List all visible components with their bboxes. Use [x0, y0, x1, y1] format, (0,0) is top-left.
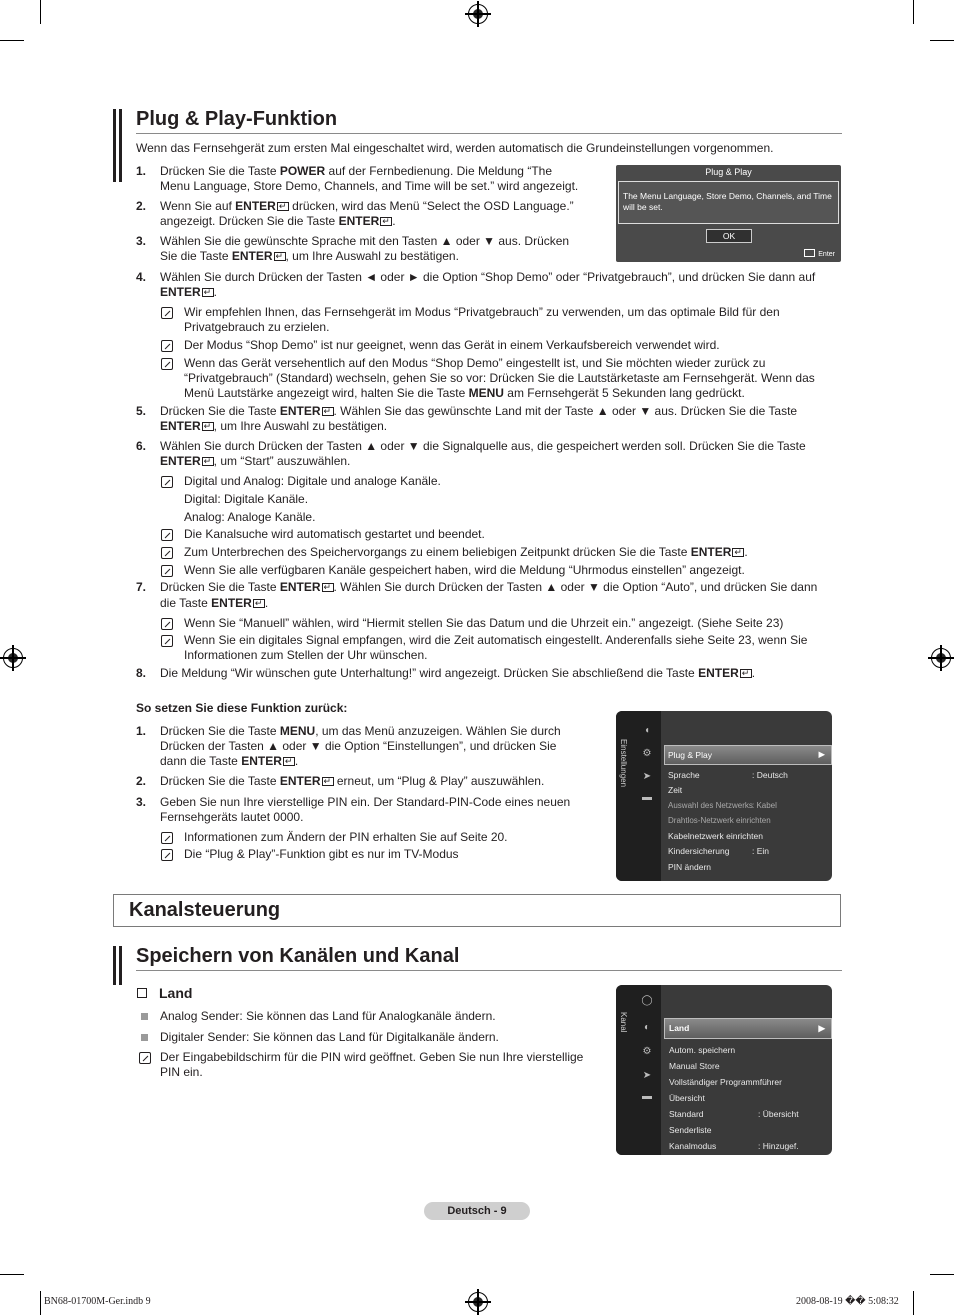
note-icon — [161, 358, 173, 370]
heading-bar-extension — [113, 134, 116, 182]
note-text: Wenn Sie ein digitales Signal empfangen, wird die Zeit automatisch eingestellt. Anderenfalls siehe Seite 23, wenn Sie — [184, 633, 808, 647]
step-text: ENTER↵ . — [160, 285, 217, 300]
note-icon — [161, 635, 173, 647]
menu-item[interactable]: Vollständiger Programmführer — [669, 1077, 782, 1087]
step-number: 1. — [136, 724, 147, 738]
picture-icon: ◖ — [643, 725, 651, 736]
enter-icon — [277, 202, 289, 211]
menu-item[interactable]: Autom. speichern — [669, 1045, 736, 1055]
step-number: 2. — [136, 774, 147, 788]
enter-icon — [322, 777, 334, 786]
picture-icon: ◯ — [641, 995, 653, 1006]
menu-sidebar — [616, 711, 661, 881]
section-title: Speichern von Kanälen und Kanal — [136, 945, 460, 967]
note-text: Der Modus “Shop Demo” ist nur geeignet, wenn das Gerät in einem Verkaufsbereich verwendet wird. — [184, 338, 720, 352]
channel-icon: ◐ — [643, 1022, 651, 1033]
menu-item[interactable]: Sprache — [668, 770, 700, 780]
menu-item[interactable]: Übersicht — [669, 1093, 705, 1103]
step-text: die Taste ENTER↵ . — [160, 596, 268, 611]
note-icon — [161, 565, 173, 577]
step-text: Drücken der Tasten ▲ oder ▼ die Option “Einstellungen”, und drücken Sie — [160, 739, 557, 753]
plug-and-play-dialog — [616, 165, 841, 262]
crop-mark — [913, 1291, 914, 1315]
crop-mark — [930, 1274, 954, 1275]
registration-mark-icon — [3, 648, 23, 668]
checkbox-icon — [137, 988, 147, 998]
enter-icon — [380, 217, 392, 226]
menu-item-value: : Kabel — [752, 801, 777, 810]
step-number: 3. — [136, 234, 147, 248]
note-icon — [161, 307, 173, 319]
step-text: Wählen Sie die gewünschte Sprache mit den Tasten ▲ oder ▼ aus. Drücken — [160, 234, 570, 248]
menu-item-value: : Ein — [752, 846, 770, 856]
arrow-right-icon: ▶ — [818, 749, 825, 759]
crop-mark — [930, 40, 954, 41]
menu-item[interactable]: Zeit — [668, 785, 683, 795]
step-text: Fernsehgeräts lautet 0000. — [160, 810, 304, 824]
registration-mark-icon — [468, 4, 488, 24]
step-number: 8. — [136, 666, 147, 680]
input-icon: ➤ — [642, 1070, 652, 1081]
enter-icon — [804, 249, 815, 257]
step-text: Wählen Sie durch Drücken der Tasten ◄ oder ► die Option “Shop Demo” oder “Privatgebrauch”, und drücken Sie dann auf — [160, 270, 816, 284]
step-text: Drücken Sie die Taste ENTER↵ . Wählen Sie durch Drücken der Tasten ▲ oder ▼ die Option “Auto”, und drücken Sie dann — [160, 580, 817, 595]
menu-selected-item[interactable]: Land ▶ — [664, 1018, 832, 1039]
note-text: Digital und Analog: Digitale und analoge Kanäle. — [184, 474, 441, 488]
step-text: Sie die Taste ENTER↵ , um Ihre Auswahl zu bestätigen. — [160, 249, 459, 264]
application-icon: ▬ — [642, 792, 652, 803]
note-text: Digital: Digitale Kanäle. — [184, 492, 309, 506]
section-heading — [113, 946, 842, 971]
note-text: Wenn Sie “Manuell” wählen, wird “Hiermit stellen Sie das Datum und die Uhrzeit ein.” angezeigt. (Siehe Seite 23) — [184, 616, 784, 630]
menu-item[interactable]: Senderliste — [669, 1125, 712, 1135]
menu-tab-label: Kanal — [619, 1012, 628, 1033]
enter-icon — [253, 599, 265, 608]
menu-item[interactable]: PIN ändern — [668, 862, 711, 872]
note-icon — [161, 547, 173, 559]
dialog-message: The Menu Language, Store Demo, Channels, and Time will be set. — [623, 191, 832, 212]
enter-icon — [274, 252, 286, 261]
note-text: Die Kanalsuche wird automatisch gestartet und beendet. — [184, 527, 485, 541]
note-text: Zum Unterbrechen des Speichervorgangs zu einem beliebigen Zeitpunkt drücken Sie die Taste ENTER↵ . — [184, 545, 748, 560]
note-icon — [161, 476, 173, 488]
enter-icon — [202, 457, 214, 466]
enter-icon — [322, 407, 334, 416]
settings-menu-screenshot — [616, 711, 832, 881]
chapter-title: Kanalsteuerung — [129, 899, 281, 921]
menu-sidebar — [616, 985, 661, 1155]
step-text: Die Meldung “Wir wünschen gute Unterhaltung!” wird angezeigt. Drücken Sie abschließend die Taste ENTER↵ . — [160, 666, 755, 681]
enter-icon — [732, 548, 744, 557]
bullet-text: Analog Sender: Sie können das Land für Analogkanäle ändern. — [160, 1009, 496, 1023]
note-icon — [161, 832, 173, 844]
channel-menu-screenshot — [616, 985, 832, 1155]
step-text: ENTER↵ , um “Start” auszuwählen. — [160, 454, 350, 469]
dialog-enter-hint: Enter — [804, 249, 835, 258]
note-text: Wenn Sie alle verfügbaren Kanäle gespeichert haben, wird die Meldung “Uhrmodus einstellen” angezeigt. — [184, 563, 745, 577]
step-text: Drücken Sie die Taste ENTER↵ . Wählen Sie das gewünschte Land mit der Taste ▲ oder ▼ aus. Drücken Sie die Taste — [160, 404, 797, 419]
step-text: Menu Language, Store Demo, Channels, and Time will be set.” wird angezeigt. — [160, 179, 579, 193]
step-text: Wenn Sie auf ENTER↵ drücken, wird das Menü “Select the OSD Language.” — [160, 199, 574, 214]
step-text: ENTER↵ , um Ihre Auswahl zu bestätigen. — [160, 419, 387, 434]
step-text: Wählen Sie durch Drücken der Tasten ▲ oder ▼ die Signalquelle aus, die gespeichert werden soll. Drücken Sie die Taste — [160, 439, 806, 453]
print-date: 2008-08-19 �� 5:08:32 — [796, 1296, 899, 1307]
dialog-ok-button[interactable]: OK — [706, 229, 752, 243]
note-icon — [161, 340, 173, 352]
note-icon — [139, 1052, 151, 1064]
menu-item[interactable]: Kanalmodus — [669, 1141, 717, 1151]
step-text: Drücken Sie die Taste MENU, um das Menü anzuzeigen. Wählen Sie durch — [160, 724, 561, 738]
step-number: 7. — [136, 580, 147, 594]
step-text: Drücken Sie die Taste ENTER↵ erneut, um “Plug & Play” auszuwählen. — [160, 774, 544, 789]
crop-mark — [40, 1291, 41, 1315]
enter-icon — [202, 288, 214, 297]
arrow-right-icon: ▶ — [818, 1023, 825, 1033]
note-text: Privatgebrauch zu erzielen. — [184, 320, 330, 334]
enter-icon — [283, 757, 295, 766]
heading-bar-extension — [119, 971, 122, 985]
crop-mark — [40, 0, 41, 24]
heading-bar-extension — [119, 134, 122, 182]
heading-bar-extension — [113, 971, 116, 985]
note-icon — [161, 529, 173, 541]
enter-icon — [740, 669, 752, 678]
note-text: Informationen zum Stellen der Uhr wünschen. — [184, 648, 428, 662]
note-text: Informationen zum Ändern der PIN erhalten Sie auf Seite 20. — [184, 830, 508, 844]
note-icon — [161, 849, 173, 861]
step-number: 6. — [136, 439, 147, 453]
note-text: Menü Lautstärke angezeigt wird, halten Sie die Taste MENU am Fernsehgerät 5 Sekunden lang gedrückt. — [184, 386, 745, 400]
step-number: 2. — [136, 199, 147, 213]
menu-item[interactable]: Manual Store — [669, 1061, 720, 1071]
step-text: Geben Sie nun Ihre vierstellige PIN ein. Der Standard-PIN-Code eines neuen — [160, 795, 571, 809]
bullet-icon — [141, 1034, 148, 1041]
menu-item[interactable]: Kabelnetzwerk einrichten — [668, 831, 763, 841]
step-text: angezeigt. Drücken Sie die Taste ENTER↵ . — [160, 214, 396, 229]
menu-item-value: : Deutsch — [752, 770, 788, 780]
intro-text: Wenn das Fernsehgerät zum ersten Mal eingeschaltet wird, werden automatisch die Grundeinstellungen vorgenommen. — [136, 141, 774, 155]
section-heading — [113, 109, 842, 134]
step-text: Drücken Sie die Taste POWER auf der Fernbedienung. Die Meldung “The — [160, 164, 552, 178]
dialog-message-box — [618, 181, 839, 224]
land-heading: Land — [159, 985, 193, 1001]
step-text: dann die Taste ENTER↵ . — [160, 754, 298, 769]
page-number-badge: Deutsch - 9 — [424, 1202, 530, 1220]
chapter-heading — [113, 894, 841, 927]
step-number: 3. — [136, 795, 147, 809]
input-icon: ➤ — [642, 771, 652, 782]
menu-item[interactable]: Kindersicherung — [668, 846, 730, 856]
menu-item[interactable]: Drahtlos-Netzwerk einrichten — [668, 816, 771, 825]
menu-item-value: : Übersicht — [758, 1109, 799, 1119]
gear-icon: ⚙ — [642, 1046, 652, 1057]
note-text: PIN ein. — [160, 1065, 203, 1079]
reset-subtitle: So setzen Sie diese Funktion zurück: — [136, 701, 348, 715]
page-title: Plug & Play-Funktion — [136, 108, 338, 130]
menu-item-value: : Hinzugef. — [758, 1141, 799, 1151]
note-text: Analog: Analoge Kanäle. — [184, 510, 316, 524]
step-number: 5. — [136, 404, 147, 418]
registration-mark-icon — [931, 648, 951, 668]
registration-mark-icon — [468, 1292, 488, 1312]
menu-selected-item[interactable]: Plug & Play ▶ — [664, 745, 832, 765]
note-text: Die “Plug & Play”-Funktion gibt es nur im TV-Modus — [184, 847, 459, 861]
note-text: Wir empfehlen Ihnen, das Fernsehgerät im Modus “Privatgebrauch” zu verwenden, um das optimale Bild für den — [184, 305, 780, 319]
note-icon — [161, 618, 173, 630]
bullet-text: Digitaler Sender: Sie können das Land für Digitalkanäle ändern. — [160, 1030, 499, 1044]
file-info: BN68-01700M-Ger.indb 9 — [44, 1296, 151, 1307]
menu-item[interactable]: Auswahl des Netzwerks — [668, 801, 753, 810]
enter-icon — [202, 422, 214, 431]
dialog-title: Plug & Play — [705, 167, 752, 177]
application-icon: ▬ — [642, 1091, 652, 1102]
note-text: Wenn das Gerät versehentlich auf den Modus “Shop Demo” eingestellt ist, und Sie möchten wieder zurück zu — [184, 356, 766, 370]
bullet-icon — [141, 1013, 148, 1020]
crop-mark — [913, 0, 914, 24]
step-number: 4. — [136, 270, 147, 284]
gear-icon: ⚙ — [642, 748, 652, 759]
crop-mark — [0, 1274, 24, 1275]
menu-tab-label: Einstellungen — [619, 739, 628, 788]
step-number: 1. — [136, 164, 147, 178]
menu-item[interactable]: Standard — [669, 1109, 704, 1119]
note-text: Der Eingabebildschirm für die PIN wird geöffnet. Geben Sie nun Ihre vierstellige — [160, 1050, 584, 1064]
note-text: “Privatgebrauch” (Standard) wechseln, gehen Sie so vor: Drücken Sie die Lautstärketaste am Fernsehgerät. Wenn das — [184, 371, 815, 385]
enter-icon — [322, 583, 334, 592]
crop-mark — [0, 40, 24, 41]
